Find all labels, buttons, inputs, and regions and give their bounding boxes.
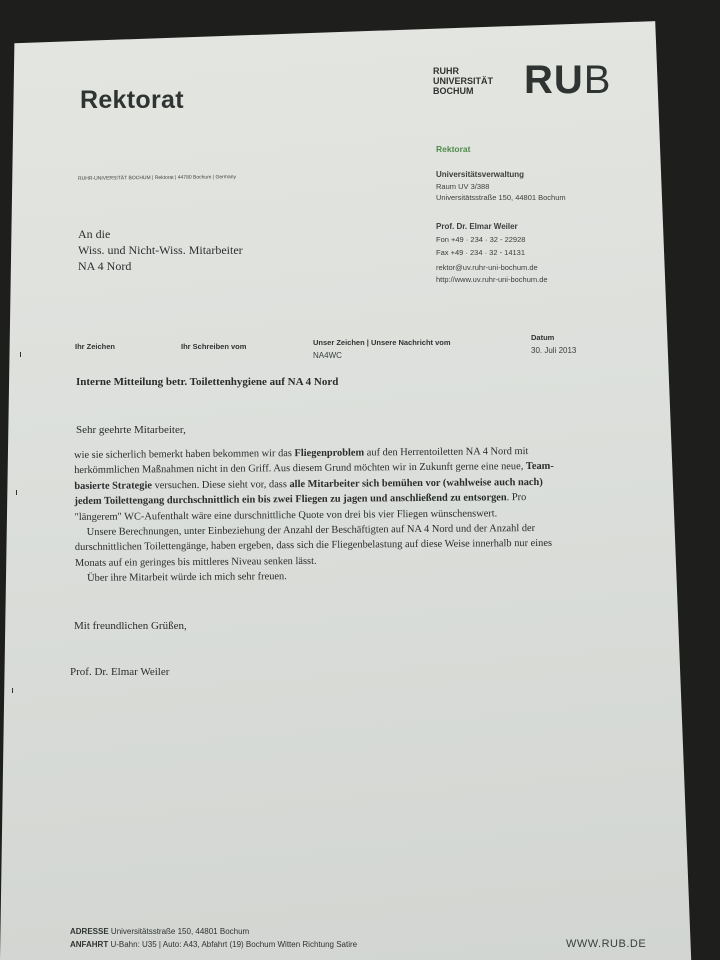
letter-subject: Interne Mitteilung betr. Toilettenhygiene auf NA 4 Nord [76,376,339,388]
university-wordmark [433,66,493,96]
letter-signer: Prof. Dr. Elmar Weiler [70,666,170,678]
contact-dept: Rektorat [436,144,471,154]
wordmark-line: RUHR [433,66,459,76]
contact-email[interactable]: rektor@uv.ruhr-uni-bochum.de [436,263,538,272]
letter-closing: Mit freundlichen Grüßen, [74,620,187,632]
footer-website-link[interactable]: WWW.RUB.DE [566,938,647,950]
contact-name: Prof. Dr. Elmar Weiler [436,222,518,231]
ihr-zeichen-label: Ihr Zeichen [75,342,116,351]
rub-logo [524,58,611,103]
unser-zeichen-label: Unser Zeichen | Unsere Nachricht vom [313,338,451,347]
fold-mark [16,490,17,495]
footer-directions: ANFAHRT U-Bahn: U35 | Auto: A43, Abfahrt (19) Bochum Witten Richtung Satire [70,940,358,949]
recipient-block [78,226,243,274]
logo-bold-part: RU [524,58,584,102]
contact-web[interactable]: http://www.uv.ruhr-uni-bochum.de [436,275,548,284]
fold-mark [12,688,13,693]
body-paragraph: Über ihre Mitarbeit würde ich mich sehr freuen. [87,571,287,585]
recipient-line: NA 4 Nord [78,259,132,273]
letter-greeting: Sehr geehrte Mitarbeiter, [76,424,186,436]
fold-mark [20,352,21,357]
page-title: Rektorat [80,86,184,114]
contact-address: Universitätsstraße 150, 44801 Bochum [436,193,566,202]
contact-office-title: Universitätsverwaltung [436,170,525,179]
unser-zeichen-value: NA4WC [313,351,342,360]
logo-thin-part: B [583,58,612,102]
datum-value: 30. Juli 2013 [531,346,577,355]
ihr-schreiben-label: Ihr Schreiben vom [181,342,247,351]
recipient-line: An die [78,227,111,241]
contact-fax: Fax +49 · 234 · 32 - 14131 [436,248,526,257]
body-paragraph: wie sie sicherlich bemerkt haben bekommen wir das Fliegenproblem auf den Herrentoiletten NA 4 Nord mit herkömmlichen Maßnahmen nicht in den Griff. Aus diesem Grund möchten wir in Zukunft gerne eine neue, Team-basierte Strategie versuchen. Diese sieht vor, dass alle Mitarbeiter sich bemühen vor (wahlweise auch nach) jedem Toilettengang durchschnittlich ein bis zwei Fliegen zu jagen und anschließend zu entsorgen. Pro "längerem" WC-Aufenthalt wäre eine durschnittliche Quote von drei bis vier Fliegen wünschenswert. [74,446,554,523]
datum-label: Datum [531,333,555,342]
recipient-line: Wiss. und Nicht-Wiss. Mitarbeiter [78,243,243,257]
contact-phone: Fon +49 · 234 · 32 - 22928 [436,235,526,244]
footer-address: ADRESSE Universitätsstraße 150, 44801 Bochum [70,927,250,936]
body-paragraph: Unsere Berechnungen, unter Einbeziehung der Anzahl der Beschäftigten auf NA 4 Nord und der Anzahl der durschnittlichen Toilettengänge, haben ergeben, dass sich die Fliegenbelastung auf diese Weise innerhalb nur eines Monats auf ein geringes bis mittleres Niveau senken lässt. [74,523,553,569]
sender-return-line: RUHR-UNIVERSITÄT BOCHUM | Rektorat | 44780 Bochum | Germany [77,174,237,182]
contact-room: Raum UV 3/388 [436,182,490,191]
wordmark-line: UNIVERSITÄT [433,76,494,86]
wordmark-line: BOCHUM [433,86,474,96]
letter-body [74,444,559,587]
